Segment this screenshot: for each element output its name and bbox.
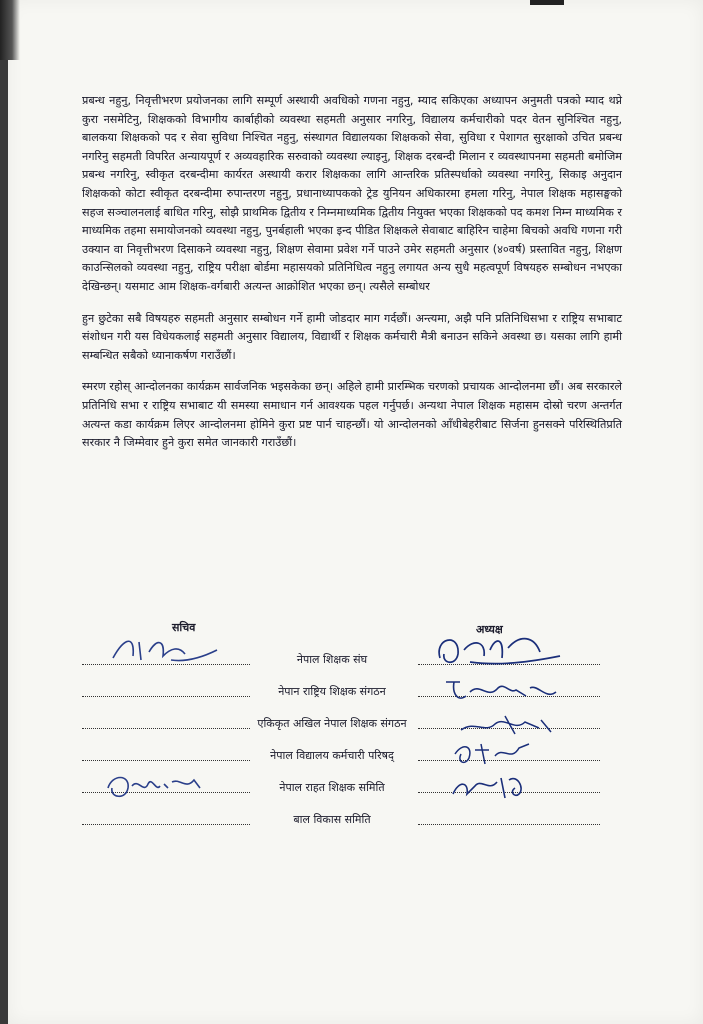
- top-edge-mark: [530, 0, 564, 5]
- paragraph-request: हुन छुटेका सबै विषयहरु सहमती अनुसार सम्बोधन गर्ने हामी जोडदार माग गर्दछौं। अन्त्यमा, अझै पनि प्रतिनिधिसभा र राष्ट्रिय सभाबाट संशोधन गरी यस विधेयकलाई सहमती अनुसार विद्यालय, विद्यार्थी र शिक्षक कर्मचारी मैत्री बनाउन सकिने अवस्था छ। यसका लागि हामी सम्बन्धित सबैको ध्यानाकर्षण गराउँछौं।: [82, 311, 622, 362]
- secretary-signature-line: [82, 696, 250, 697]
- signature-row: [0, 808, 703, 832]
- paragraph-warning: स्मरण रहोस् आन्दोलनका कार्यक्रम सार्वजनिक भइसकेका छन्। अहिले हामी प्रारम्भिक चरणको प्रचायक आन्दोलनमा छौं। अब सरकारले प्रतिनिधि सभा र राष्ट्रिय सभाबाट यी समस्या समाधान गर्न आवश्यक पहल गर्नुपर्छ। अन्यथा नेपाल शिक्षक महासम दोस्रो चरण अन्तर्गत अत्यन्त कडा कार्यक्रम लिएर आन्दोलनमा होमिने कुरा प्रष्ट पार्न चाहन्छौं। यो आन्दोलनको आँधीबेहरीबाट सिर्जना हुनसक्ने परिस्थितिप्रति सरकार नै जिम्मेवार हुने कुरा समेत जानकारी गराउँछौं।: [82, 380, 622, 450]
- secretary-signature-line: [82, 760, 250, 761]
- org-name: बाल विकास समिति: [293, 813, 371, 826]
- org-name: नेपाल विद्यालय कर्मचारी परिषद्: [270, 749, 394, 762]
- chair-signature-1: [430, 628, 570, 672]
- org-name: एकिकृत अखिल नेपाल शिक्षक संगठन: [257, 717, 407, 730]
- secretary-heading: सचिव: [172, 621, 196, 634]
- signature-row: [0, 744, 703, 768]
- chair-signature-line: [418, 824, 600, 825]
- chair-heading: अध्यक्ष: [476, 623, 503, 636]
- signature-row: [0, 712, 703, 736]
- signature-section: [0, 618, 703, 848]
- org-name: नेपान राष्ट्रिय शिक्षक संगठन: [278, 685, 386, 698]
- org-name: नेपाल शिक्षक संघ: [296, 653, 368, 666]
- secretary-signature-1: [105, 628, 225, 668]
- document-body: [82, 92, 622, 466]
- org-name: नेपाल राहत शिक्षक समिति: [279, 781, 385, 794]
- secretary-signature-5: [102, 768, 212, 804]
- chair-signature-4: [445, 736, 545, 770]
- signature-row: [0, 680, 703, 704]
- page-corner-shadow: [0, 0, 20, 60]
- chair-signature-5: [445, 768, 545, 804]
- chair-signature-2: [440, 674, 570, 708]
- secretary-signature-line: [82, 824, 250, 825]
- paragraph-demands: प्रबन्ध नहुनु, निवृत्तीभरण प्रयोजनका लागि सम्पूर्ण अस्थायी अवधिको गणना नहुनु, म्याद सकिएका अध्यापन अनुमती पत्रको म्याद थप्ने कुरा नसमेटिनु, शिक्षकको विभागीय कार्बाहीको व्यवस्था सहमती अनुसार नगरिनु, विद्यालय कर्मचारीको पदर वेतन सुनिश्चित नहुनु, बालकया शिक्षकको पद र सेवा सुविधा निश्चित नहुनु, संस्थागत विद्यालयका शिक्षकको सेवा, सुविधा र पेशागत सुरक्षाको उचित प्रबन्ध नगरिनु सहमती विपरित अन्यायपूर्ण र अव्यवहारिक सरुवाको व्यवस्था ल्याइनु, शिक्षक दरबन्दी मिलान र व्यवस्थापनमा सहमती बमोजिम प्रबन्ध नगरिनु, स्वीकृत दरबन्दीमा कार्यरत अस्थायी करार शिक्षकका लागि आन्तरिक प्रतिस्पर्धाको व्यवस्था नगरिनु, सिकाइ अनुदान शिक्षकको कोटा स्वीकृत दरबन्दीमा रुपान्तरण नहुनु, प्रधानाध्यापकको ट्रेड युनियन अधिकारमा हमला गरिनु, नेपाल शिक्षक महासङ्घको सहज सञ्चालनलाई बाधित गरिनु, सोझै प्राथमिक द्वितीय र निम्नमाध्यमिक द्वितीय नियुक्त भएका शिक्षकको पद कमश निम्न माध्यमिक र माध्यमिक तहमा समायोजनको व्यवस्था नहुनु, पुनर्बहाली भएका इन्द पीडित शिक्षकले सेवाबाट बाहिरिन चाहेमा बिचको अवधि गणना गरी उक्यान वा निवृत्तीभरण दिसाकने व्यवस्था नहुनु, शिक्षण सेवामा प्रवेश गर्ने पाउने उमेर सहमती अनुसार (४०वर्ष) प्रस्तावित नहुनु, शिक्षण काउन्सिलको व्यवस्था नहुनु, राष्ट्रिय परीक्षा बोर्डमा महासयको प्रतिनिधित्व नहुनु लगायत अन्य सुधै महत्वपूर्ण विषयहरु सम्बोधन नभएका देखिन्छन्। यसमाट आम शिक्षक-वर्गबारी अत्यन्त आक्रोशित भएका छन्। त्यसैले सम्बोधर: [82, 94, 622, 293]
- secretary-signature-line: [82, 728, 250, 729]
